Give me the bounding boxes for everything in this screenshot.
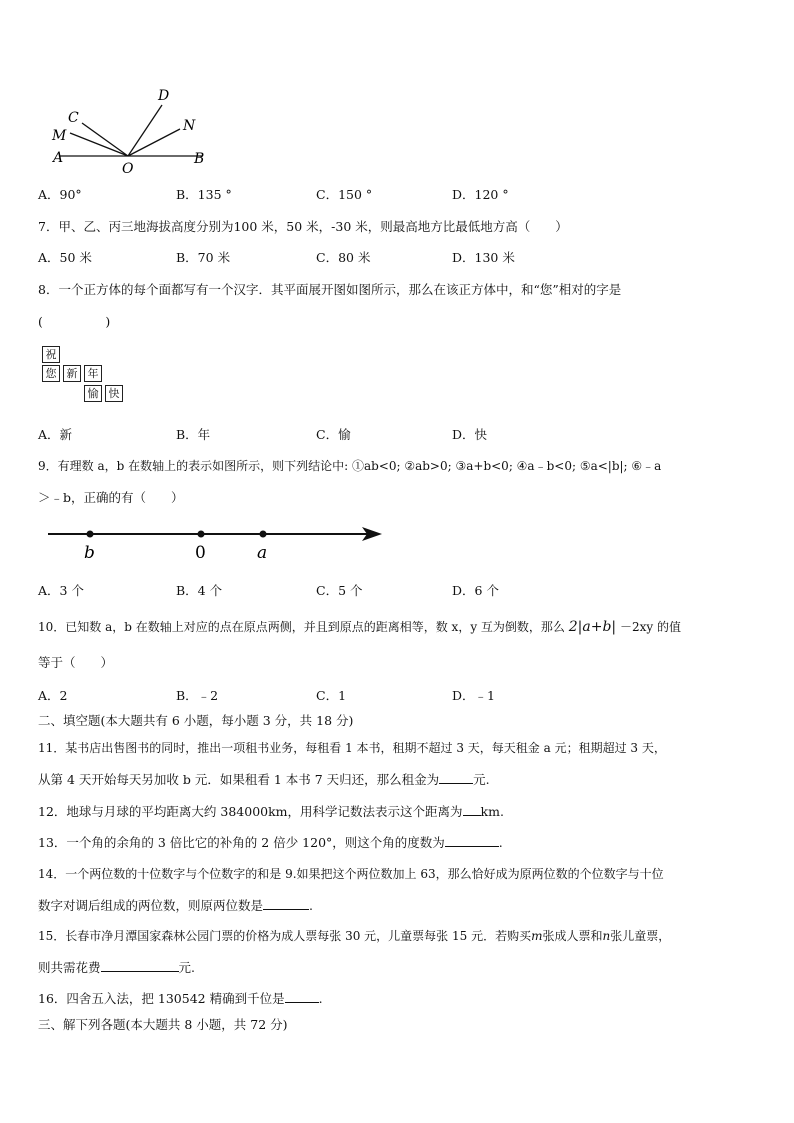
label-M: M <box>52 128 67 144</box>
q11-text-a: 从第 4 天开始每天另加收 b 元．如果租看 1 本书 7 天归还，那么租金为 <box>38 772 440 787</box>
q14-text-a: 数字对调后组成的两位数，则原两位数是 <box>38 898 264 913</box>
label-O: O <box>122 161 134 177</box>
q13-text-a: 13．一个角的余角的 3 倍比它的补角的 2 倍少 120°，则这个角的度数为 <box>38 835 445 850</box>
label-zero: 0 <box>195 543 206 563</box>
q10-option-d: D．﹣1 <box>452 688 495 703</box>
point-a <box>260 531 267 538</box>
q10-text-a: 10．已知数 a，b 在数轴上对应的点在原点两侧，并且到原点的距离相等，数 x，y 互为倒数，那么 <box>38 620 565 634</box>
ray-OM <box>70 133 128 156</box>
q9-option-b: B．4 个 <box>176 583 223 598</box>
ray-OD <box>128 105 162 156</box>
q10-option-b: B．﹣2 <box>176 688 219 703</box>
q7-option-b: B．70 米 <box>176 250 231 265</box>
label-N: N <box>183 118 196 134</box>
q7-option-a: A．50 米 <box>38 250 92 265</box>
q15-text-b: 张成人票和 <box>542 929 603 943</box>
q7-option-c: C．80 米 <box>316 250 371 265</box>
point-b <box>87 531 94 538</box>
point-zero <box>198 531 205 538</box>
q8-text: 8．一个正方体的每个面都写有一个汉字．其平面展开图如图所示，那么在该正方体中，和“您”相对的字是 <box>38 282 622 297</box>
net-cell-nian: 年 <box>84 365 102 382</box>
q11-answer-blank[interactable] <box>439 771 473 784</box>
net-cell-zhu: 祝 <box>42 346 60 363</box>
label-B: B <box>194 151 205 167</box>
net-cell-kuai: 快 <box>105 385 123 402</box>
q15-var-n: n <box>602 929 611 943</box>
q8-option-a: A．新 <box>38 427 73 442</box>
q12-text-a: 12．地球与月球的平均距离大约 384000km，用科学记数法表示这个距离为 <box>38 804 463 819</box>
q10-text-line2: 等于（ ） <box>38 655 114 670</box>
q10-text-line1 <box>38 619 681 635</box>
q6-option-a: A．90° <box>38 187 82 202</box>
net-cell-xin: 新 <box>63 365 81 382</box>
q16-text-a: 16．四舍五入法，把 130542 精确到千位是 <box>38 991 285 1006</box>
q6-option-c: C．150 ° <box>316 187 373 202</box>
q6-option-d: D．120 ° <box>452 187 509 202</box>
net-cell-nin: 您 <box>42 365 60 382</box>
q8-option-b: B．年 <box>176 427 211 442</box>
q6-option-b: B．135 ° <box>176 187 232 202</box>
q9-option-d: D．6 个 <box>452 583 499 598</box>
q9-text-line1: 9．有理数 a，b 在数轴上的表示如图所示，则下列结论中: ①ab<0; ②ab>0; ③a+b<0; ④a﹣b<0; ⑤a<|b|; ⑥﹣a <box>38 459 662 473</box>
section-2-heading: 二、填空题(本大题共有 6 小题，每小题 3 分，共 18 分) <box>38 713 354 728</box>
q10-option-c: C．1 <box>316 688 347 703</box>
q14-text-b: . <box>309 898 313 913</box>
q8-option-d: D．快 <box>452 427 488 442</box>
q12-answer-blank[interactable] <box>463 803 481 816</box>
q11-text-line2 <box>38 771 490 788</box>
label-C: C <box>68 110 79 126</box>
cube-net <box>42 346 132 408</box>
q7-option-d: D．130 米 <box>452 250 515 265</box>
q12-text <box>38 803 504 820</box>
q11-text-line1: 11．某书店出售图书的同时，推出一项租书业务，每租看 1 本书，租期不超过 3 天，每天租金 a 元；租期超过 3 天， <box>38 741 666 755</box>
q15-text-c: 张儿童票， <box>610 929 671 943</box>
q10-expr: 2|a+b| <box>568 619 617 635</box>
q15-text-a: 15．长春市净月潭国家森林公园门票的价格为成人票每张 30 元，儿童票每张 15 元．若购买 <box>38 929 532 943</box>
q15-var-m: m <box>531 929 543 943</box>
q15-text-e: 元. <box>178 960 195 975</box>
ray-OC <box>82 123 128 156</box>
net-cell-yu: 愉 <box>84 385 102 402</box>
number-line <box>40 520 390 565</box>
q16-text-b: . <box>318 991 323 1006</box>
q13-answer-blank[interactable] <box>445 834 499 847</box>
q10-option-a: A．2 <box>38 688 68 703</box>
q16-text <box>38 990 323 1007</box>
label-A: A <box>53 150 64 166</box>
q8-paren: ( ) <box>38 314 111 329</box>
q13-text-b: . <box>498 835 503 850</box>
q11-text-b: 元. <box>473 772 490 787</box>
q9-option-c: C．5 个 <box>316 583 363 598</box>
q8-option-c: C．愉 <box>316 427 351 442</box>
label-a: a <box>257 543 268 563</box>
q12-text-b: km. <box>480 804 504 819</box>
q10-text-b: －2xy 的值 <box>619 620 681 634</box>
q9-option-a: A．3 个 <box>38 583 84 598</box>
q14-text-line1: 14．一个两位数的十位数字与个位数字的和是 9.如果把这个两位数加上 63，那么恰好成为原两位数的个位数字与十位 <box>38 867 664 881</box>
q14-answer-blank[interactable] <box>263 897 309 910</box>
q16-answer-blank[interactable] <box>285 990 319 1003</box>
q15-answer-blank[interactable] <box>101 959 179 972</box>
q9-text-line2: ＞﹣b，正确的有（ ） <box>38 490 184 505</box>
angle-figure <box>40 85 220 180</box>
q13-text <box>38 834 503 851</box>
q15-text-line1 <box>38 928 670 944</box>
label-D: D <box>158 88 170 104</box>
q15-text-line2 <box>38 959 195 976</box>
q14-text-line2 <box>38 897 313 914</box>
q7-text: 7．甲、乙、丙三地海拔高度分别为100 米，50 米，-30 米，则最高地方比最低地方高（ ） <box>38 219 568 234</box>
ray-ON <box>128 129 180 156</box>
section-3-heading: 三、解下列各题(本大题共 8 小题，共 72 分) <box>38 1017 288 1032</box>
label-b: b <box>84 543 95 563</box>
q15-text-d: 则共需花费 <box>38 960 101 975</box>
